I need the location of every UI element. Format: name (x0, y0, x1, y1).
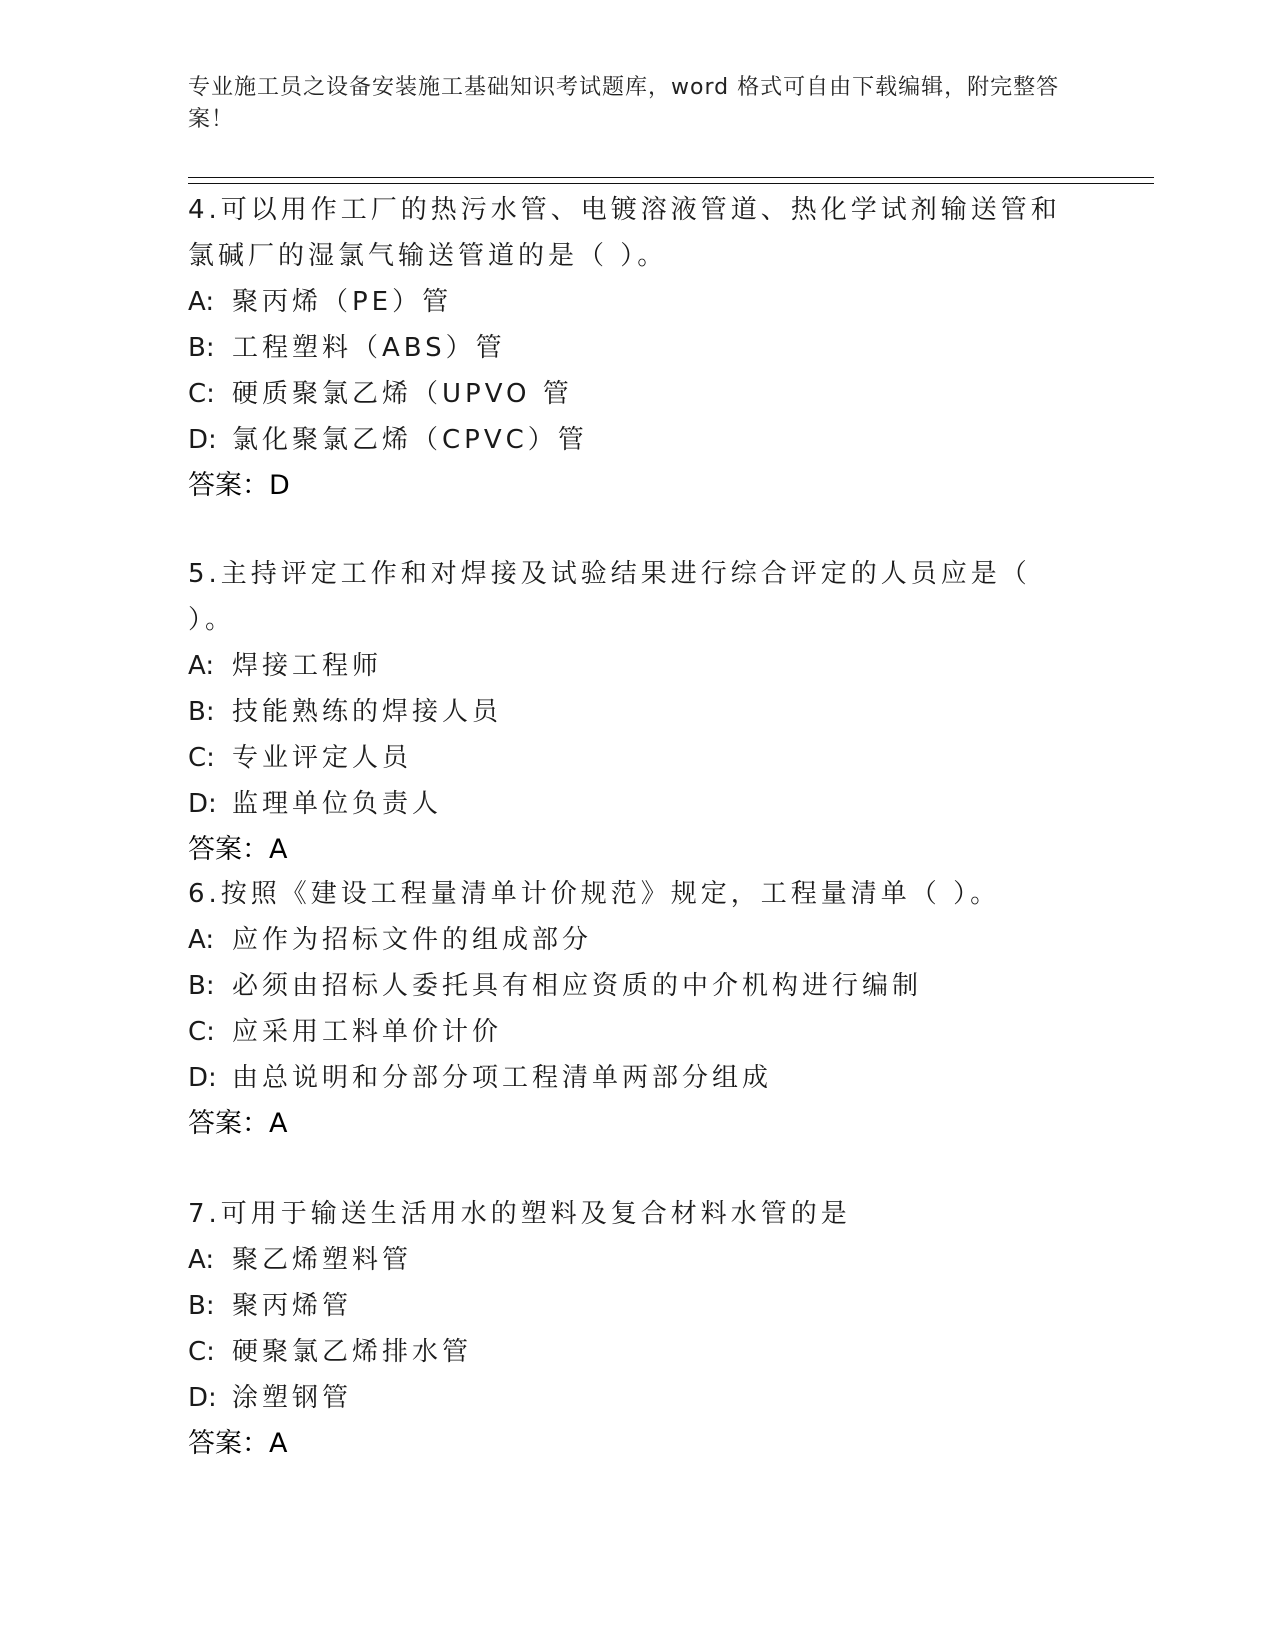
option-text: 必须由招标人委托具有相应资质的中介机构进行编制 (232, 971, 923, 1001)
option-letter: A: (188, 925, 215, 955)
option-text: 工程塑料（ABS）管 (232, 333, 506, 363)
option-text: 应作为招标文件的组成部分 (232, 925, 593, 955)
option-c (188, 1329, 1088, 1375)
option-text: 应采用工料单价计价 (232, 1017, 503, 1047)
answer-line: 答案：D (188, 470, 290, 501)
option-text: 涂塑钢管 (232, 1383, 353, 1413)
option-letter: B: (188, 1291, 215, 1321)
question-7 (188, 1191, 1088, 1467)
option-b (188, 963, 1088, 1009)
option-a (188, 643, 1088, 689)
option-letter: A: (188, 651, 215, 681)
option-text: 聚丙烯管 (232, 1291, 353, 1321)
question-text: 7.可用于输送生活用水的塑料及复合材料水管的是 (188, 1199, 851, 1229)
option-letter: D: (188, 425, 217, 455)
option-letter: B: (188, 697, 215, 727)
answer-line: 答案：A (188, 1108, 288, 1139)
option-d (188, 1375, 1088, 1421)
question-6 (188, 871, 1088, 1147)
option-c (188, 1009, 1088, 1055)
option-letter: C: (188, 379, 215, 409)
option-letter: C: (188, 743, 215, 773)
option-text: 专业评定人员 (232, 743, 413, 773)
option-a (188, 1237, 1088, 1283)
option-text: 监理单位负责人 (232, 789, 443, 819)
option-letter: C: (188, 1337, 215, 1367)
option-letter: B: (188, 333, 215, 363)
option-letter: B: (188, 971, 215, 1001)
option-text: 焊接工程师 (232, 651, 383, 681)
option-b (188, 1283, 1088, 1329)
option-letter: D: (188, 789, 217, 819)
question-4 (188, 187, 1088, 509)
option-letter: C: (188, 1017, 215, 1047)
option-b (188, 689, 1088, 735)
option-d (188, 781, 1088, 827)
question-text: 4.可以用作工厂的热污水管、电镀溶液管道、热化学试剂输送管和氯碱厂的湿氯气输送管道的是（ ）。 (188, 195, 1061, 271)
option-letter: A: (188, 287, 215, 317)
option-c (188, 735, 1088, 781)
document-header: 专业施工员之设备安装施工基础知识考试题库，word 格式可自由下载编辑，附完整答案！ (188, 75, 1060, 132)
option-c (188, 371, 1088, 417)
option-text: 聚乙烯塑料管 (232, 1245, 413, 1275)
option-text: 硬聚氯乙烯排水管 (232, 1337, 473, 1367)
option-text: 由总说明和分部分项工程清单两部分组成 (232, 1063, 773, 1093)
header-divider-bottom (188, 183, 1154, 184)
option-letter: D: (188, 1063, 217, 1093)
question-text: 6.按照《建设工程量清单计价规范》规定，工程量清单（ ）。 (188, 879, 1001, 909)
option-a (188, 279, 1088, 325)
option-letter: D: (188, 1383, 217, 1413)
option-a (188, 917, 1088, 963)
answer-line: 答案：A (188, 834, 288, 865)
option-text: 技能熟练的焊接人员 (232, 697, 503, 727)
answer-line: 答案：A (188, 1428, 288, 1459)
option-text: 硬质聚氯乙烯（UPVO 管 (232, 379, 573, 409)
option-d (188, 417, 1088, 463)
option-text: 聚丙烯（PE）管 (232, 287, 453, 317)
option-d (188, 1055, 1088, 1101)
option-b (188, 325, 1088, 371)
option-text: 氯化聚氯乙烯（CPVC）管 (232, 425, 588, 455)
question-text: 5.主持评定工作和对焊接及试验结果进行综合评定的人员应是（ ）。 (188, 559, 1031, 635)
header-divider-top (188, 177, 1154, 178)
option-letter: A: (188, 1245, 215, 1275)
question-5 (188, 551, 1088, 873)
